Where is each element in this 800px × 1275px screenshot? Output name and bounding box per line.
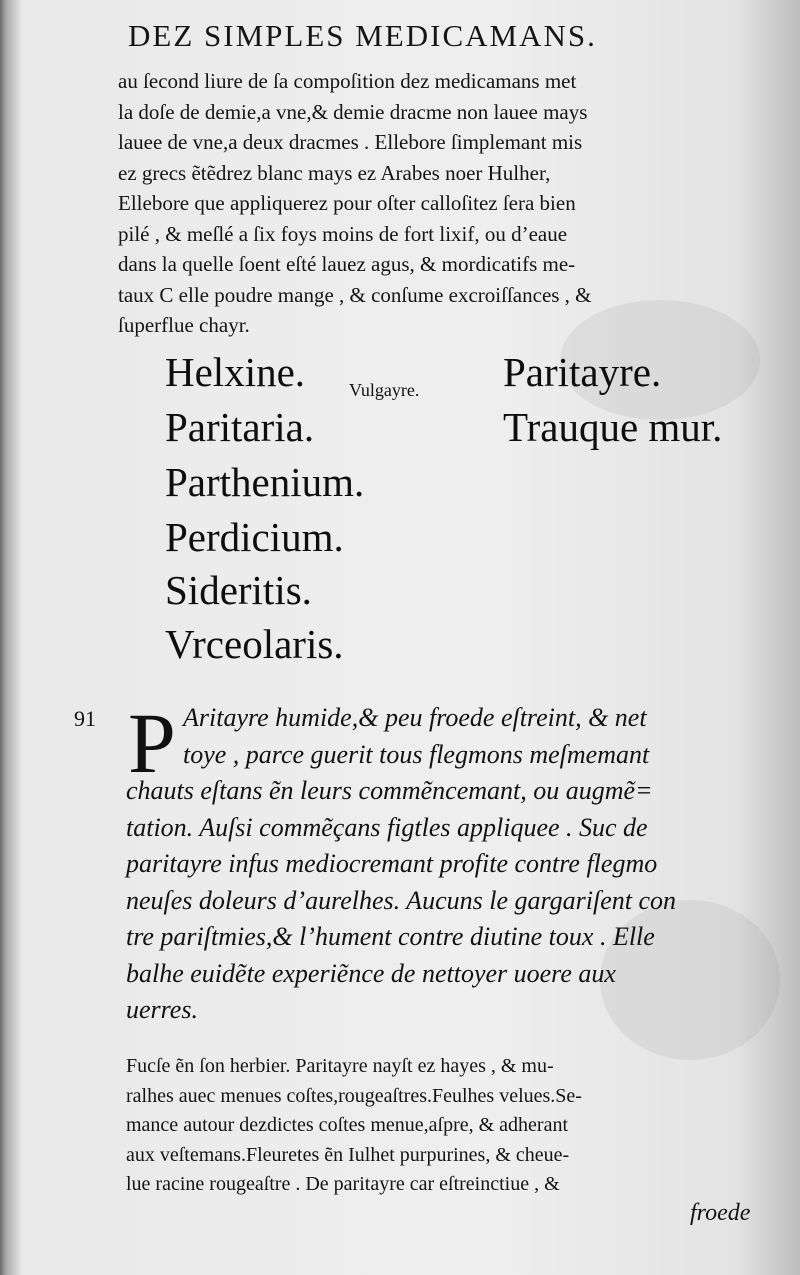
text-line: Fucſe ẽn ſon herbier. Paritayre nayſt ez hayes , & mu- xyxy=(126,1055,554,1077)
text-line: chauts eſtans ẽn leurs commẽncemant, ou augmẽ= xyxy=(126,776,653,805)
french-name: Paritayre. xyxy=(503,349,662,395)
text-line: pilé , & meſlé a ſix foys moins de fort lixif, ou d’eaue xyxy=(118,221,568,246)
text-line: tre pariſtmies,& l’hument contre diutine toux . Elle xyxy=(126,922,655,951)
text-line: au ſecond liure de ſa compoſition dez medicamans met xyxy=(118,69,577,93)
vulgar-label: Vulgayre. xyxy=(349,380,420,400)
text-line: la doſe de demie,a vne,& demie dracme non lauee mays xyxy=(118,99,588,124)
text-line: tation. Auſsi commẽçans figtles appliquee . Suc de xyxy=(126,812,648,842)
text-line: dans la quelle ſoent eſté lauez agus, & mordicatifs me- xyxy=(118,252,576,276)
latin-name: Parthenium. xyxy=(165,459,365,505)
text-line: uerres. xyxy=(126,995,198,1024)
text-line: balhe euidẽte experiẽnce de nettoyer uoere aux xyxy=(126,958,616,988)
text-line: Aritayre humide,& peu froede eſtreint, & net xyxy=(183,703,647,732)
text-line: toye , parce guerit tous flegmons meſmemant xyxy=(183,739,650,769)
french-name: Trauque mur. xyxy=(503,404,723,450)
text-line: paritayre infus mediocremant profite contre flegmo xyxy=(126,849,658,878)
catchword: froede xyxy=(690,1200,751,1226)
latin-name: Paritaria. xyxy=(165,404,315,450)
text-line: lue racine rougeaſtre . De paritayre car eſtreinctiue , & xyxy=(126,1173,560,1195)
paragraph-2 xyxy=(126,695,776,1029)
paragraph-number: 91 xyxy=(74,706,96,731)
text-line: ralhes auec menues coſtes,rougeaſtres.Feulhes velues.Se- xyxy=(126,1084,582,1107)
text-line: neuſes doleurs d’aurelhes. Aucuns le gargariſent con xyxy=(126,885,677,915)
running-title: DEZ SIMPLES MEDICAMANS. xyxy=(128,18,597,53)
text-line: mance autour dezdictes coſtes menue,aſpre, & adherant xyxy=(126,1114,569,1136)
latin-name: Perdicium. xyxy=(165,514,344,560)
text-line: ſuperflue chayr. xyxy=(118,313,250,337)
text-line: ez grecs ẽtẽdrez blanc mays ez Arabes noer Hulher, xyxy=(118,160,551,185)
latin-name: Helxine. xyxy=(165,349,306,395)
paragraph-1 xyxy=(118,66,768,341)
latin-name: Sideritis. xyxy=(165,567,312,613)
drop-cap: P xyxy=(128,695,176,791)
paragraph-3 xyxy=(126,1052,776,1200)
text-line: Ellebore que appliquerez pour oſter calloſitez ſera bien xyxy=(118,191,576,215)
latin-name: Vrceolaris. xyxy=(165,621,344,667)
text-line: lauee de vne,a deux dracmes . Ellebore ſimplemant mis xyxy=(118,130,583,154)
text-line: taux C elle poudre mange , & conſume excroiſſances , & xyxy=(118,282,592,307)
text-line: aux veſtemans.Fleuretes ẽn Iulhet purpurines, & cheue- xyxy=(126,1143,570,1166)
